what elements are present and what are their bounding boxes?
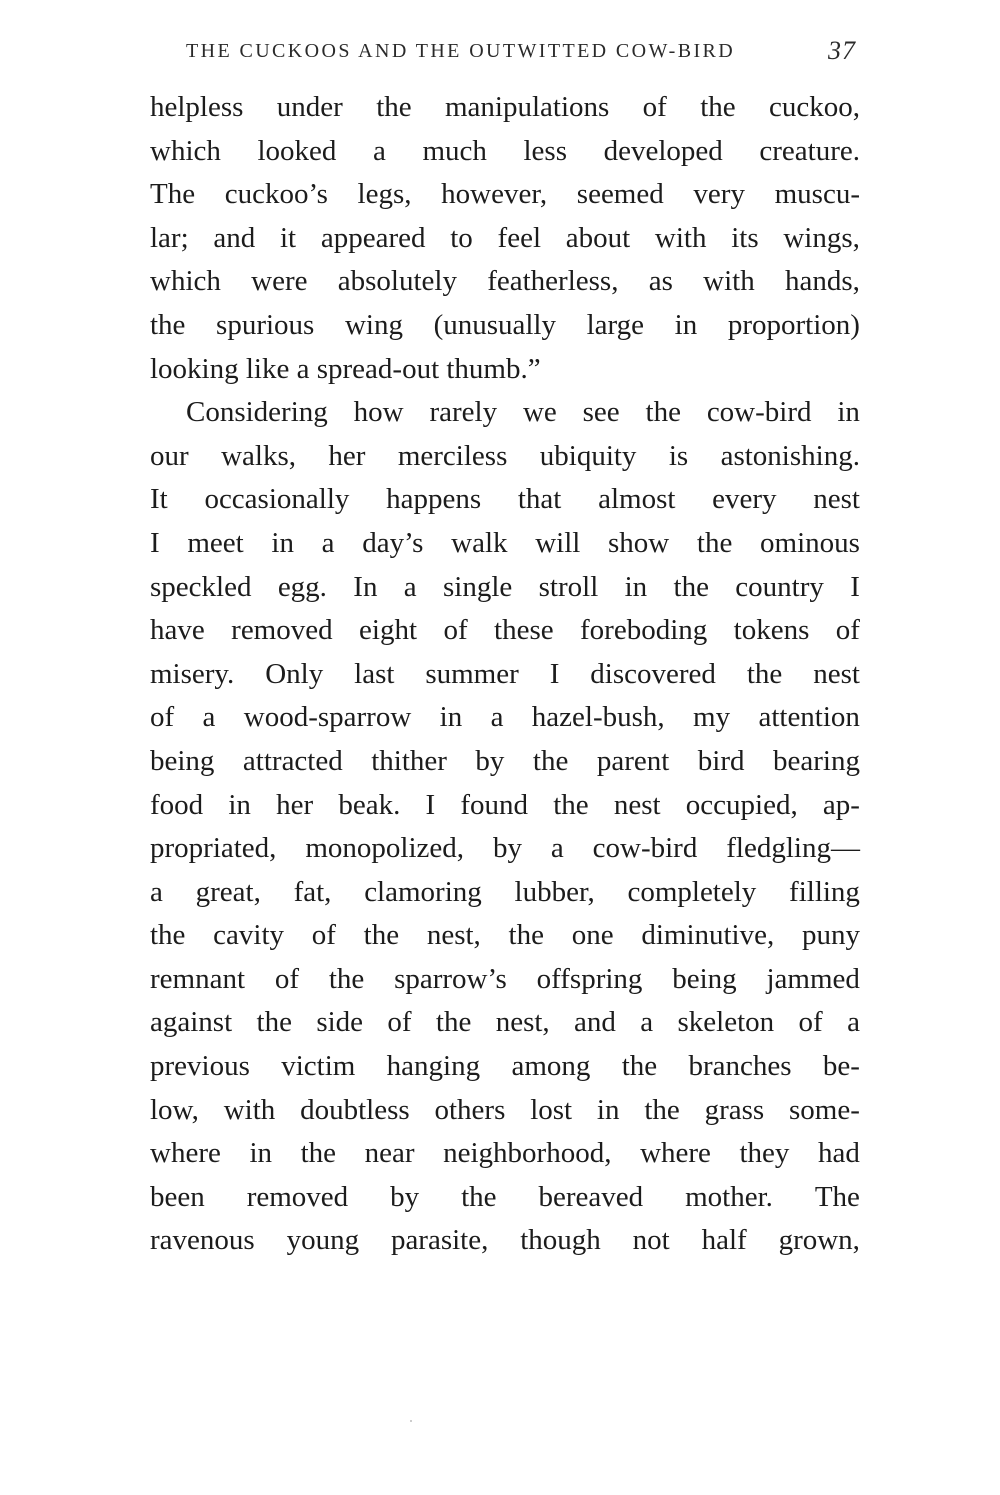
text-line: propriated, monopolized, by a cow-bird fledgling— — [150, 832, 860, 865]
text-line: which were absolutely featherless, as with hands, — [150, 265, 860, 298]
text-line: looking like a spread-out thumb.” — [150, 352, 541, 385]
text-line: our walks, her merciless ubiquity is astonishing. — [150, 439, 860, 472]
text-line: It occasionally happens that almost every nest — [150, 483, 860, 516]
text-line: the cavity of the nest, the one diminutive, puny — [150, 919, 860, 952]
text-line: remnant of the sparrow’s offspring being jammed — [150, 962, 860, 995]
paper-speck — [410, 1420, 412, 1422]
text-line: being attracted thither by the parent bird bearing — [150, 744, 860, 777]
chapter-title: THE CUCKOOS AND THE OUTWITTED COW-BIRD — [186, 40, 736, 62]
text-line: lar; and it appeared to feel about with its wings, — [150, 221, 860, 254]
text-line: previous victim hanging among the branches be- — [150, 1050, 860, 1083]
text-line: where in the near neighborhood, where they had — [150, 1137, 860, 1170]
text-line: the spurious wing (unusually large in proportion) — [150, 308, 860, 341]
text-line: a great, fat, clamoring lubber, completely filling — [150, 875, 860, 908]
page-number: 37 — [828, 36, 856, 65]
text-line: been removed by the bereaved mother. The — [150, 1180, 860, 1213]
text-line: helpless under the manipulations of the cuckoo, — [150, 91, 860, 123]
text-line: which looked a much less developed creature. — [150, 134, 860, 167]
text-line: The cuckoo’s legs, however, seemed very muscu- — [150, 178, 860, 211]
text-line: ravenous young parasite, though not half grown, — [150, 1224, 860, 1257]
text-line: of a wood-sparrow in a hazel-bush, my attention — [150, 701, 860, 734]
text-line: Considering how rarely we see the cow-bird in — [186, 396, 860, 429]
text-line: have removed eight of these foreboding tokens of — [150, 614, 860, 647]
text-line: I meet in a day’s walk will show the ominous — [150, 526, 860, 559]
text-line: misery. Only last summer I discovered the nest — [150, 657, 860, 690]
paragraph — [150, 86, 860, 391]
body-text — [150, 86, 860, 1263]
paragraph — [150, 391, 860, 1263]
running-head — [150, 36, 860, 70]
text-line: food in her beak. I found the nest occupied, ap- — [150, 788, 860, 821]
text-line: low, with doubtless others lost in the grass some- — [150, 1093, 860, 1126]
text-line: speckled egg. In a single stroll in the country I — [150, 570, 860, 603]
text-line: against the side of the nest, and a skeleton of a — [150, 1006, 860, 1039]
